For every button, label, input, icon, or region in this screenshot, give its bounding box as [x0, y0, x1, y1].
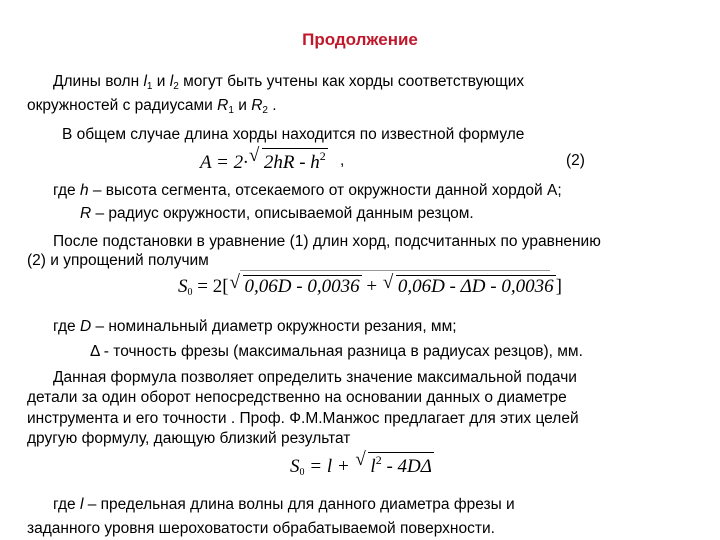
paragraph-line-4: где h – высота сегмента, отсекаемого от окружности данной хордой А;	[53, 182, 562, 199]
formula-comma: ,	[340, 152, 345, 169]
paragraph-line-3: В общем случае длина хорды находится по известной формуле	[62, 126, 525, 143]
formula-chord: A = 2·√ $2hR - h^2$	[200, 148, 328, 174]
paragraph-line-1: Длины волн $l_1$ и $l_2$ могут быть учтены как хорды соответствующих	[53, 73, 525, 92]
paragraph-line-5: R – радиус окружности, описываемой данным резцом.	[80, 205, 474, 222]
paragraph-line-7: (2) и упрощений получим	[27, 252, 209, 269]
paragraph-line-8: где D – номинальный диаметр окружности резания, мм;	[53, 318, 457, 335]
paragraph-line-10: Данная формула позволяет определить значение максимальной подачи	[53, 369, 577, 386]
paragraph-line-9: Δ - точность фрезы (максимальная разница в радиусах резцов), мм.	[90, 343, 583, 360]
formula-manzhos: $S_0 = l$ + √ $l^2 - 4D\Delta$	[290, 452, 434, 478]
formula-number: (2)	[566, 152, 585, 169]
formula-feed: $S_0 = 2[√$ 0,06D - 0,0036 + √ 0,06D - ΔD - 0,0036 ]	[178, 275, 562, 298]
paragraph-line-2: окружностей с радиусами $R_1$ и $R_2$ .	[27, 97, 277, 116]
paragraph-line-11: детали за один оборот непосредственно на основании данных о диаметре	[27, 389, 567, 406]
paragraph-line-15: заданного уровня шероховатости обрабатываемой поверхности.	[27, 520, 495, 537]
formula-underline	[240, 270, 550, 271]
paragraph-line-6: После подстановки в уравнение (1) длин хорд, подсчитанных по уравнению	[53, 233, 601, 250]
paragraph-line-13: другую формулу, дающую близкий результат	[27, 430, 351, 447]
paragraph-line-12: инструмента и его точности . Проф. Ф.М.Манжос предлагает для этих целей	[27, 410, 579, 427]
paragraph-line-14: где l – предельная длина волны для данного диаметра фрезы и	[53, 496, 515, 513]
page-title: Продолжение	[302, 30, 418, 49]
